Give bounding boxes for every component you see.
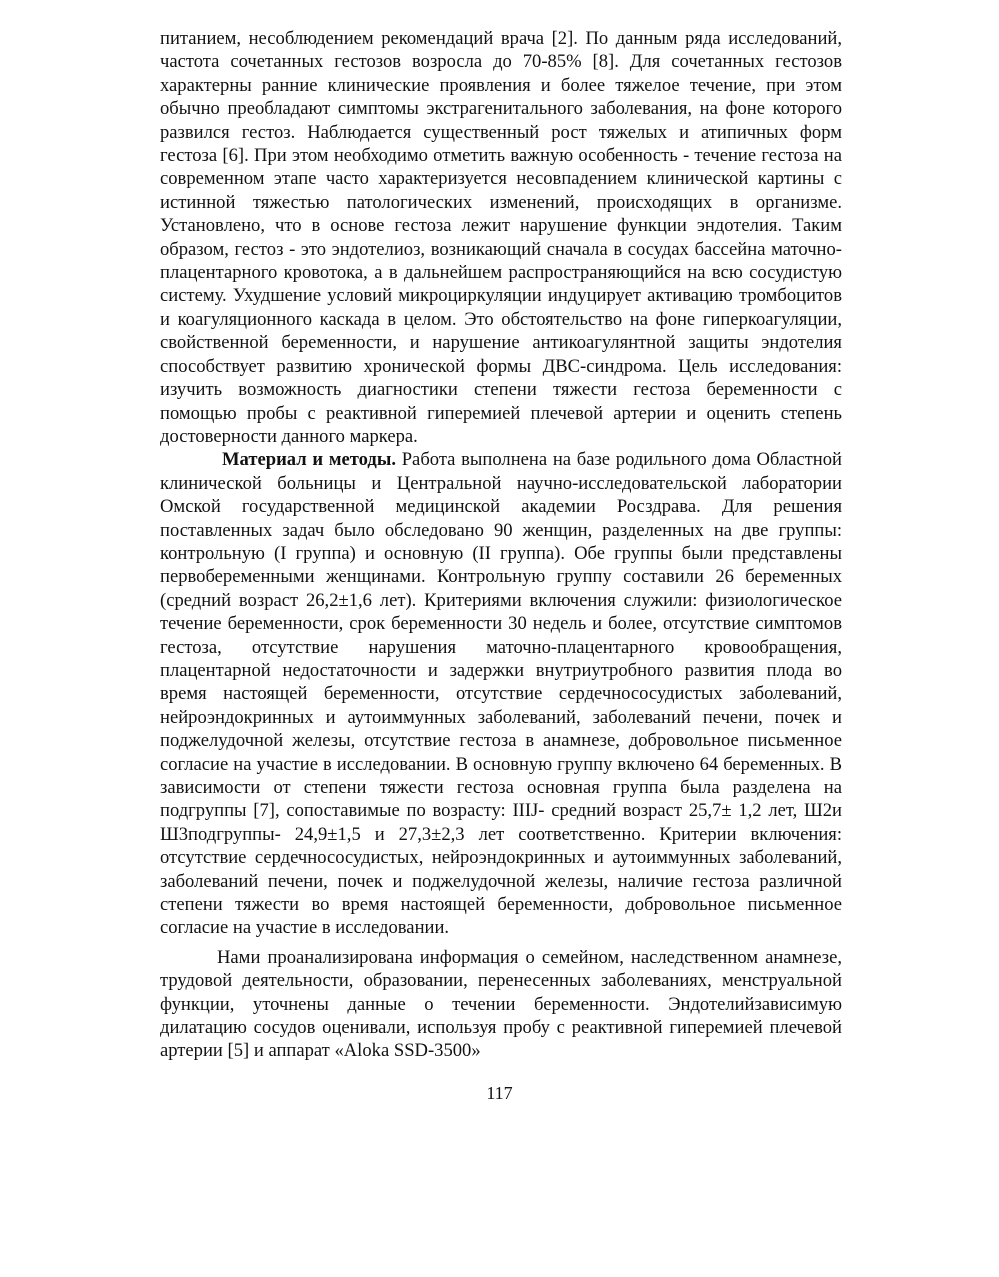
paragraph-methods [160, 448, 842, 940]
body-text [160, 27, 842, 1063]
paragraph-methods-body: Работа выполнена на базе родильного дома Областной клинической больницы и Центральной научно-исследовательской лаборатории Омской государственной медицинской академии Росздрава. Для решения поставленных задач было обследовано 90 женщин, разделенных на две группы: контрольную (I группа) и основную (II группа). Обе группы были представлены первобеременными женщинами. Контрольную группу составили 26 беременных (средний возраст 26,2±1,6 лет). Критериями включения служили: физиологическое течение беременности, срок беременности 30 недель и более, отсутствие симптомов гестоза, отсутствие нарушения маточно-плацентарного кровообращения, плацентарной недостаточности и задержки внутриутробного развития плода во время настоящей беременности, отсутствие сердечнососудистых заболеваний, нейроэндокринных и аутоиммунных заболеваний, заболеваний печени, почек и поджелудочной железы, отсутствие гестоза в анамнезе, добровольное письменное согласие на участие в исследовании. В основную группу включено 64 беременных. В зависимости от степени тяжести гестоза основная группа была разделена на подгруппы [7], сопоставимые по возрасту: IIIJ- средний возраст 25,7± 1,2 лет, Ш2и Ш3подгруппы- 24,9±1,5 и 27,3±2,3 лет соответственно. Критерии включения: отсутствие сердечнососудистых, нейроэндокринных и аутоиммунных заболеваний, заболеваний печени, почек и поджелудочной железы, наличие гестоза различной степени тяжести во время настоящей беременности, добровольное письменное согласие на участие в исследовании. [160, 449, 842, 939]
paragraph-intro: питанием, несоблюдением рекомендаций врача [2]. По данным ряда исследований, частота сочетанных гестозов возросла до 70-85% [8]. Для сочетанных гестозов характерны ранние клинические проявления и более тяжелое течение, при этом обычно преобладают симптомы экстрагенитального заболевания, на фоне которого развился гестоз. Наблюдается существенный рост тяжелых и атипичных форм гестоза [6]. При этом необходимо отметить важную особенность - течение гестоза на современном этапе часто характеризуется несовпадением клинической картины с истинной тяжестью патологических изменений, происходящих в организме. Установлено, что в основе гестоза лежит нарушение функции эндотелия. Таким образом, гестоз - это эндотелиоз, возникающий сначала в сосудах бассейна маточно-плацентарного кровотока, а в дальнейшем распространяющийся на всю сосудистую систему. Ухудшение условий микроциркуляции индуцирует активацию тромбоцитов и коагуляционного каскада в целом. Это обстоятельство на фоне гиперкоагуляции, свойственной беременности, и нарушение антикоагулянтной защиты эндотелия способствует развитию хронической формы ДВС-синдрома. Цель исследования: изучить возможность диагностики степени тяжести гестоза беременности с помощью пробы с реактивной гиперемией плечевой артерии и оценить степень достоверности данного маркера. [160, 28, 842, 447]
page-number: 117 [486, 1083, 513, 1103]
section-heading-methods: Материал и методы. [222, 449, 396, 471]
paragraph-analysis: Нами проанализирована информация о семейном, наследственном анамнезе, трудовой деятельности, образовании, перенесенных заболеваниях, менструальной функции, уточнены данные о течении беременности. Эндотелийзависимую дилатацию сосудов оценивали, используя пробу с реактивной гиперемией плечевой артерии [5] и аппарат «Aloka SSD-3500» [160, 946, 842, 1062]
